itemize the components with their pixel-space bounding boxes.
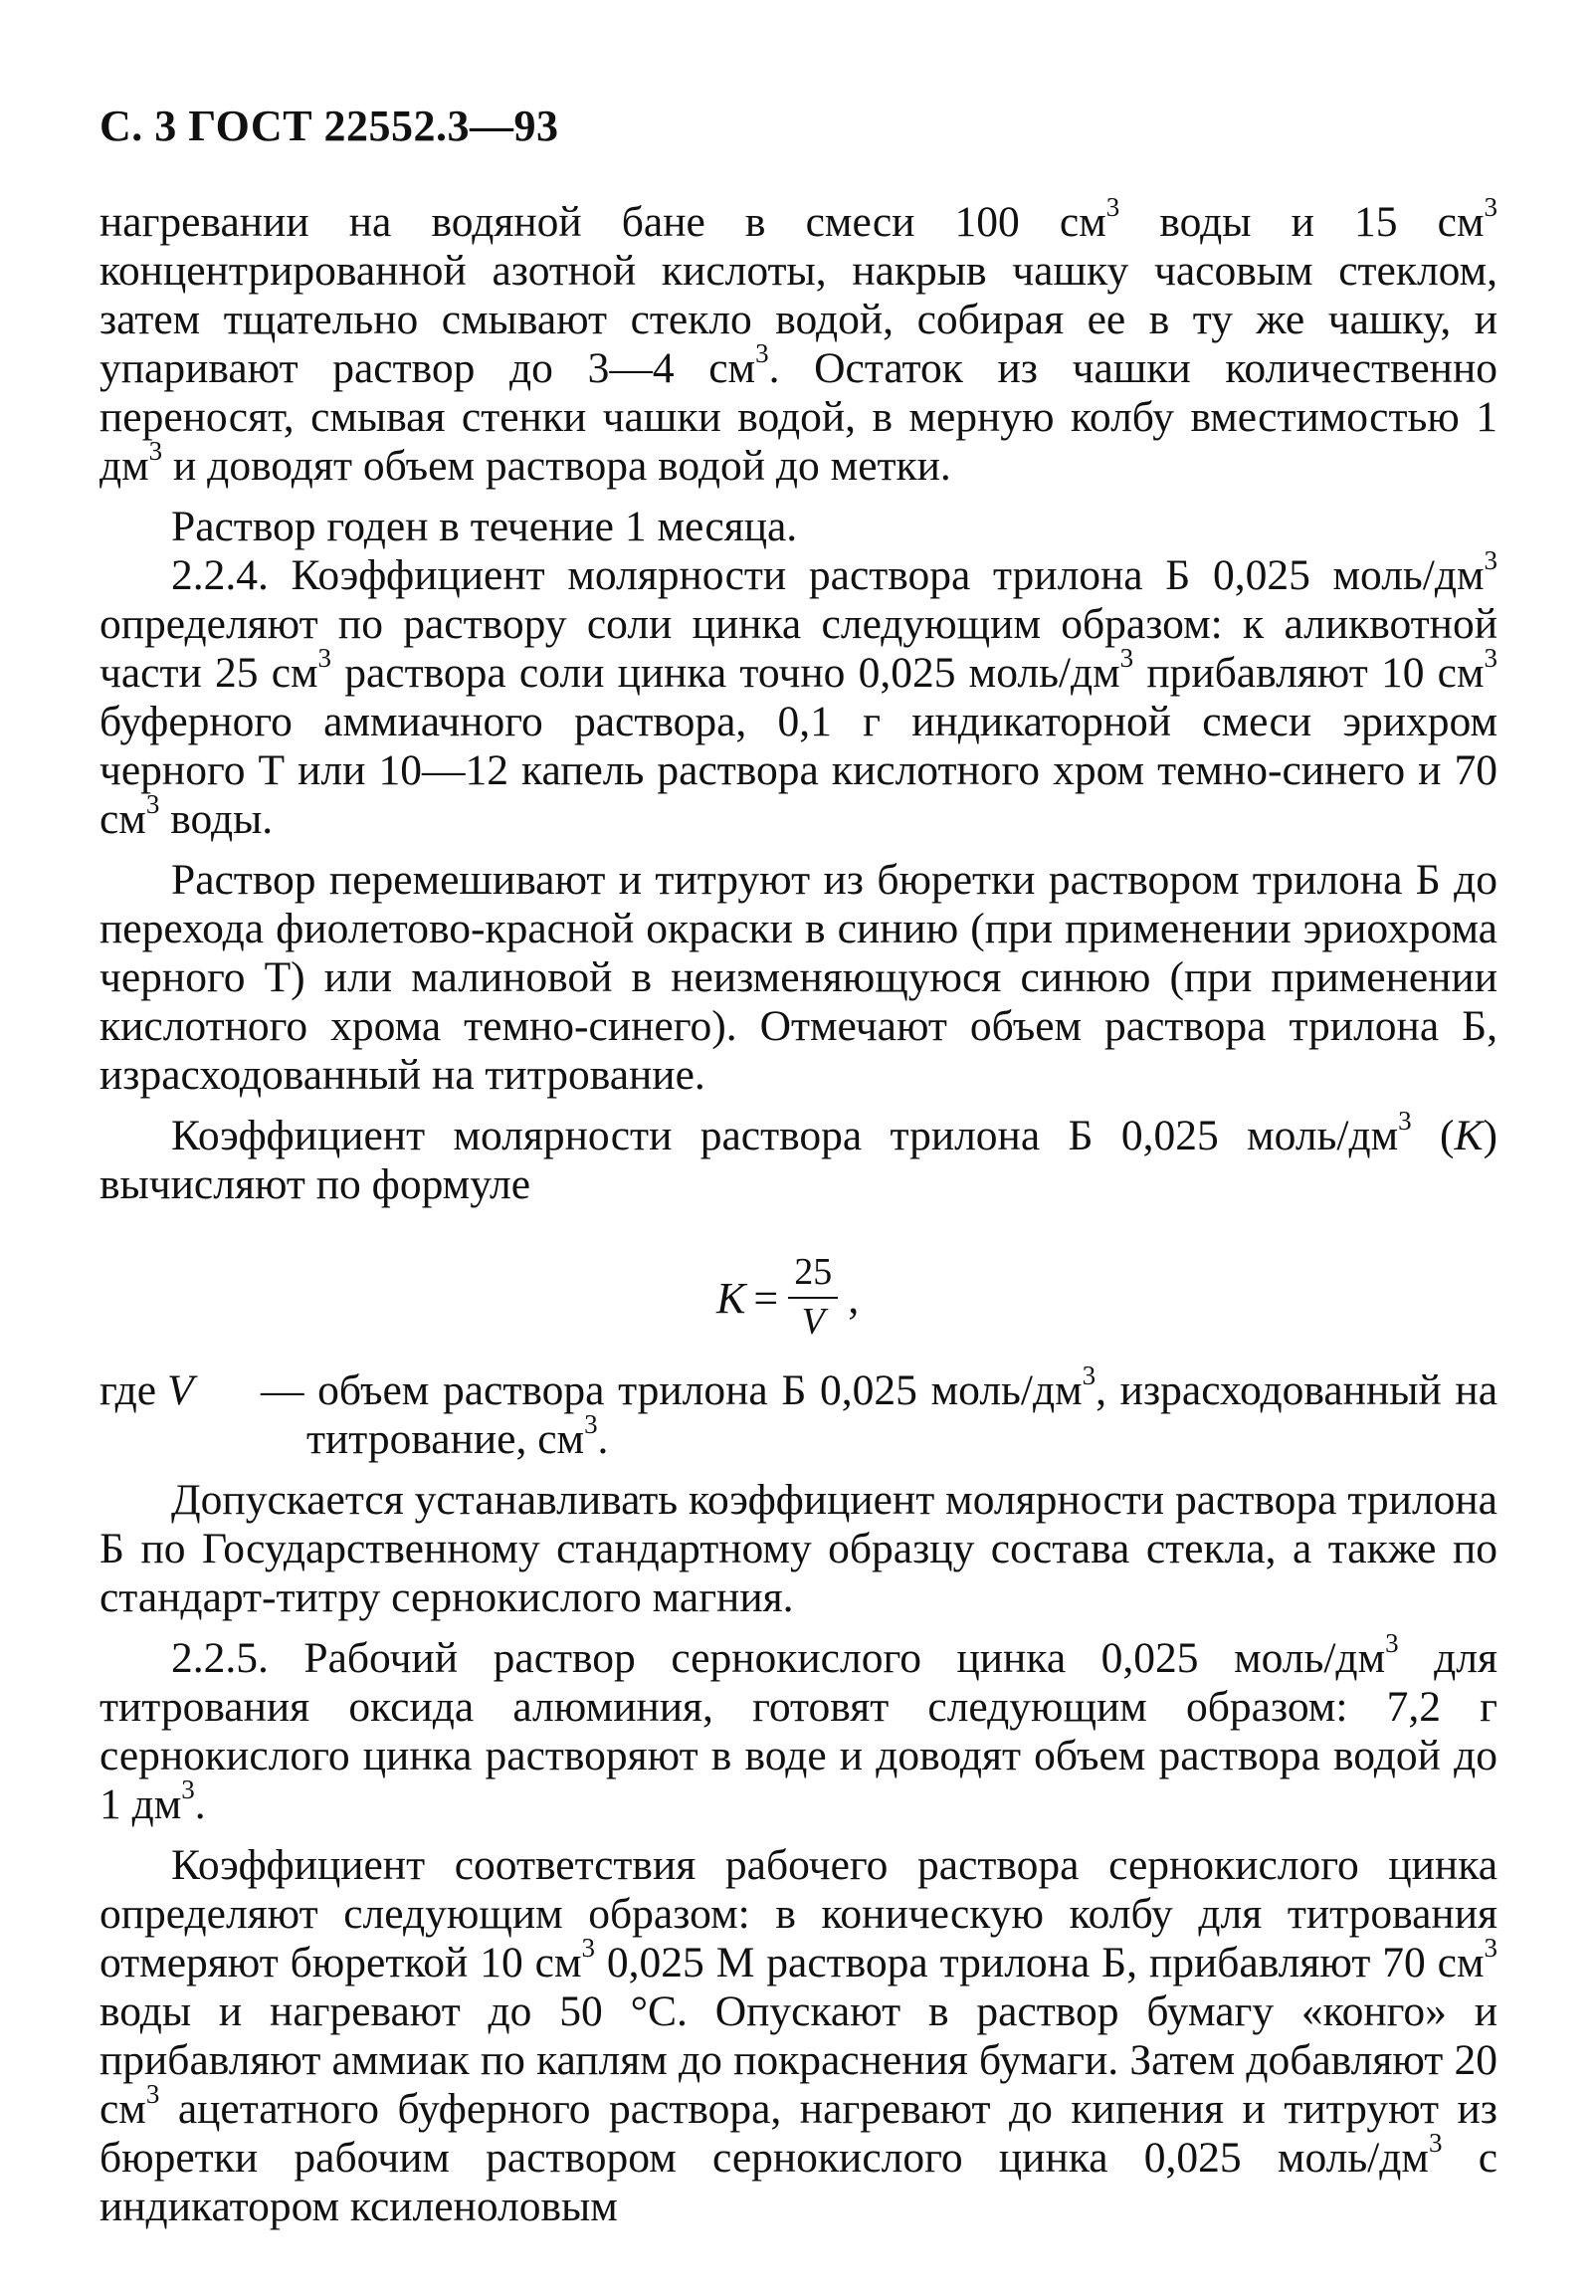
paragraph-standard-sample: Допускается устанавливать коэффициент молярности раствора трилона Б по Государственному стандартному образцу состава стекла, а также по стандарт-титру сернокислого магния. — [100, 1476, 1497, 1621]
paragraph-correspondence: Коэффициент соответствия рабочего раствора сернокислого цинка определяют следующим образом: в коническую колбу для титрования отмеряют бюреткой 10 $см^3$ 0,025 М раствора трилона Б, прибавляют 70 $см^3$ воды и нагревают до 50 °С. Опускают в раствор бумагу «конго» и прибавляют аммиак по каплям до покраснения бумаги. Затем добавляют 20 $см^3$ ацетатного буферного раствора, нагревают до кипения и титруют из бюретки рабочим раствором сернокислого цинка 0,025 моль/$дм^3$ с индикатором ксиленоловым — [100, 1841, 1498, 2230]
paragraph-titration: Раствор перемешивают и титруют из бюретки раствором трилона Б до перехода фиолетово-красной окраски в синию (при применении эриохрома черного Т) или малиновой в неизменяющуюся синюю (при применении кислотного хрома темно-синего). Отмечают объем раствора трилона Б, израсходованный на титрование. — [100, 856, 1497, 1099]
formula-block — [100, 1243, 1497, 1353]
formula-comma: , — [848, 1273, 860, 1323]
paragraph-2-2-4: 2.2.4. Коэффициент молярности раствора трилона Б 0,025 моль/$дм^3$ определяют по раствору соли цинка следующим образом: к аликвотной части 25 $см^3$ раствора соли цинка точно 0,025 моль/$дм^3$ прибавляют 10 $см^3$ буферного аммиачного раствора, 0,1 г индикаторной смеси эрихром черного Т или 10—12 капель раствора кислотного хром темно-синего и 70 $см^3$ воды. — [100, 544, 1497, 843]
where-clause — [100, 1359, 1498, 1464]
where-variable: V — [167, 1366, 194, 1414]
formula-fraction — [788, 1251, 838, 1344]
document-page — [100, 104, 1497, 2231]
where-lead: где V — [100, 1366, 194, 1414]
paragraph-shelf-life: Раствор годен в течение 1 месяца. — [171, 503, 798, 550]
paragraph-2-2-5: 2.2.5. Рабочий раствор сернокислого цинка 0,025 моль/$дм^3$ для титрования оксида алюминия, готовят следующим образом: 7,2 г сернокислого цинка растворяют в воде и доводят объем раствора водой до 1 $дм^3$. — [100, 1627, 1497, 1828]
document-body — [100, 191, 1498, 2231]
formula-k — [716, 1243, 859, 1353]
formula-denominator: V — [801, 1301, 825, 1343]
page-header: С. 3 ГОСТ 22552.3—93 — [100, 102, 559, 150]
where-definition: — объем раствора трилона Б 0,025 моль/$дм^3$, израсходованный на титрование, $см^3$. — [261, 1359, 1498, 1463]
formula-equals: = — [753, 1273, 779, 1323]
paragraph-continuation: нагревании на водяной бане в смеси 100 $см^3$ воды и 15 $см^3$ концентрированной азотной кислоты, накрыв чашку часовым стеклом, затем тщательно смывают стекло водой, собирая ее в ту же чашку, и упаривают раствор до 3—4 $см^3$. Остаток из чашки количественно переносят, смывая стенки чашки водой, в мерную колбу вместимостью 1 $дм^3$ и доводят объем раствора водой до метки. — [100, 191, 1497, 490]
formula-numerator: 25 — [788, 1251, 838, 1299]
paragraph-coefficient: Коэффициент молярности раствора трилона Б 0,025 моль/$дм^3$ (K) вычисляют по формуле — [100, 1105, 1497, 1208]
formula-lhs: K — [716, 1273, 746, 1323]
